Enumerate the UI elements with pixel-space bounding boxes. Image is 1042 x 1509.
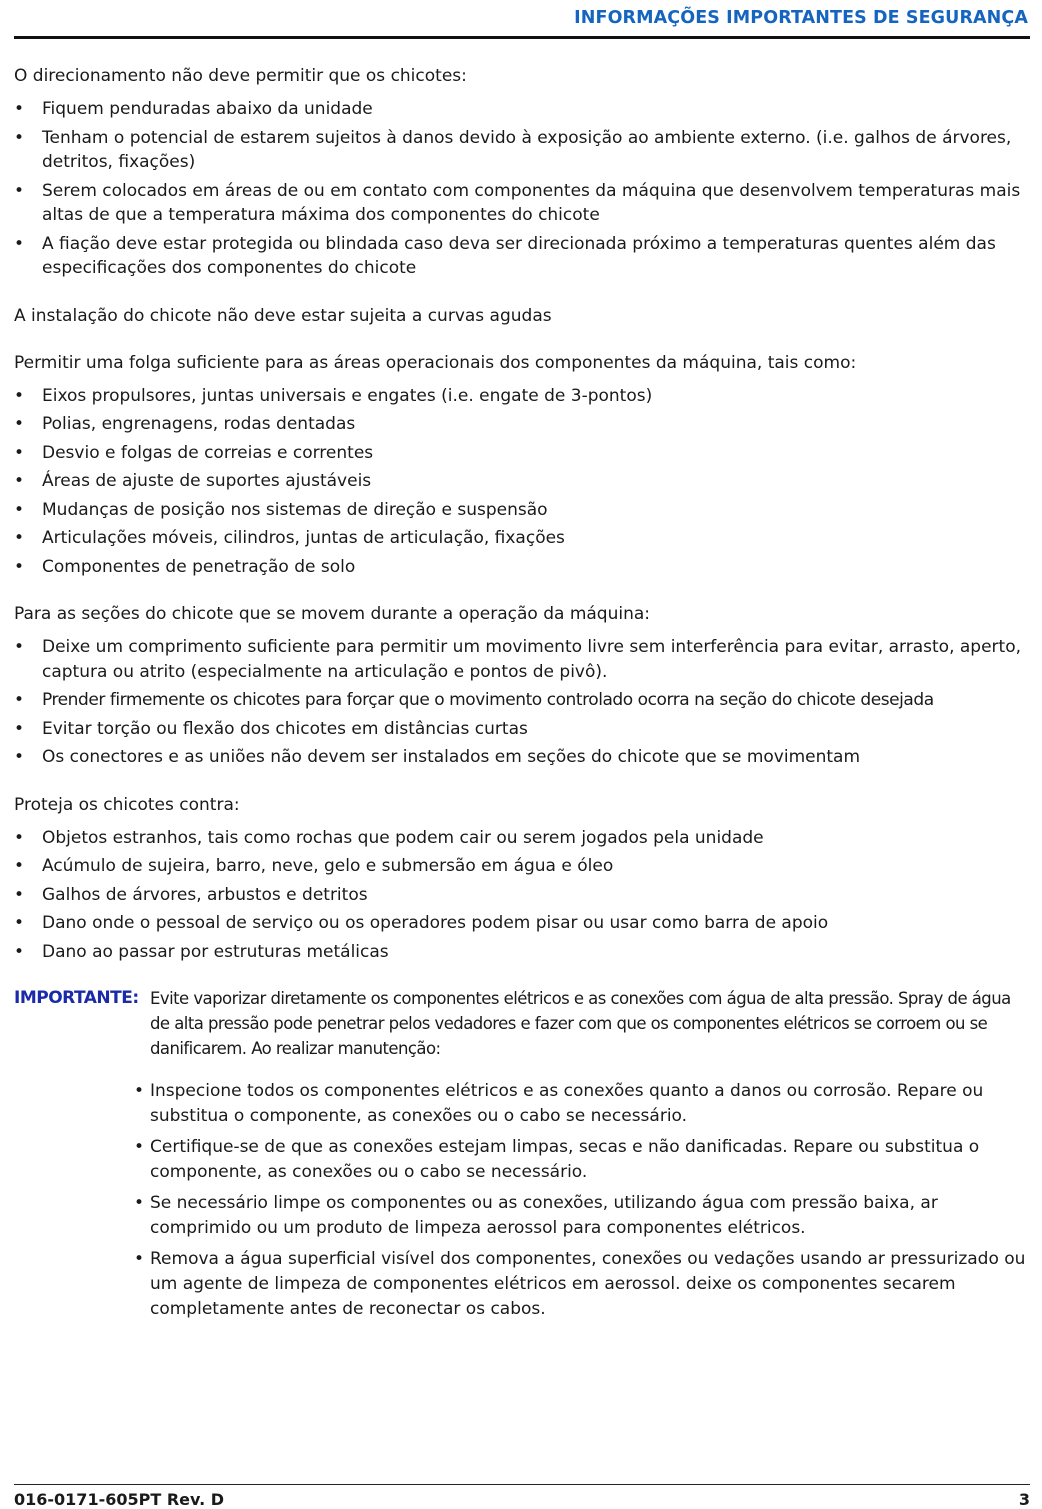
clearance-intro: Permitir uma folga suficiente para as áreas operacionais dos componentes da máquina, tais como: bbox=[14, 352, 857, 373]
protect-list bbox=[14, 826, 1030, 965]
list-item: • Se necessário limpe os componentes ou as conexões, utilizando água com pressão baixa, ar comprimido ou um produto de limpeza aerossol para componentes elétricos. bbox=[134, 1191, 1030, 1241]
header-divider bbox=[14, 36, 1030, 39]
list-item: • Certifique-se de que as conexões estejam limpas, secas e não danificadas. Repare ou substitua o componente, as conexões ou o cabo se necessário. bbox=[134, 1135, 1030, 1185]
document-page bbox=[14, 0, 1030, 1509]
list-item: • Desvio e folgas de correias e correntes bbox=[14, 441, 1030, 466]
list-item: • Eixos propulsores, juntas universais e engates (i.e. engate de 3-pontos) bbox=[14, 384, 1030, 409]
list-item: • Áreas de ajuste de suportes ajustáveis bbox=[14, 469, 1030, 494]
list-item: • Dano onde o pessoal de serviço ou os operadores podem pisar ou usar como barra de apoio bbox=[14, 911, 1030, 936]
list-item: • Prender firmemente os chicotes para forçar que o movimento controlado ocorra na seção do chicote desejada bbox=[14, 688, 1030, 713]
list-item: • Serem colocados em áreas de ou em contato com componentes da máquina que desenvolvem temperaturas mais altas de que a temperatura máxima dos componentes do chicote bbox=[14, 179, 1030, 228]
list-item: • Acúmulo de sujeira, barro, neve, gelo e submersão em água e óleo bbox=[14, 854, 1030, 879]
list-item: • A fiação deve estar protegida ou blindada caso deva ser direcionada próximo a temperaturas quentes além das especificações dos componentes do chicote bbox=[14, 232, 1030, 281]
bends-paragraph: A instalação do chicote não deve estar sujeita a curvas agudas bbox=[14, 305, 552, 326]
page-header-title: INFORMAÇÕES IMPORTANTES DE SEGURANÇA bbox=[574, 8, 1028, 28]
footer-divider bbox=[14, 1484, 1030, 1485]
list-item: • Remova a água superficial visível dos componentes, conexões ou vedações usando ar pressurizado ou um agente de limpeza de componentes elétricos em aerossol. deixe os componentes secarem completamente antes de reconectar os cabos. bbox=[134, 1247, 1030, 1322]
important-label: IMPORTANTE: bbox=[14, 988, 139, 1008]
list-item: • Galhos de árvores, arbustos e detritos bbox=[14, 883, 1030, 908]
list-item: • Os conectores e as uniões não devem ser instalados em seções do chicote que se movimentam bbox=[14, 745, 1030, 770]
list-item: • Fiquem penduradas abaixo da unidade bbox=[14, 97, 1030, 122]
page-number: 3 bbox=[1018, 1490, 1030, 1509]
protect-intro: Proteja os chicotes contra: bbox=[14, 794, 240, 815]
moving-intro: Para as seções do chicote que se movem durante a operação da máquina: bbox=[14, 604, 651, 624]
list-item: • Componentes de penetração de solo bbox=[14, 555, 1030, 580]
list-item: • Mudanças de posição nos sistemas de direção e suspensão bbox=[14, 498, 1030, 523]
document-number: 016-0171-605PT Rev. D bbox=[14, 1490, 225, 1509]
main-content bbox=[14, 64, 1030, 1328]
list-item: • Objetos estranhos, tais como rochas que podem cair ou serem jogados pela unidade bbox=[14, 826, 1030, 851]
important-text: Evite vaporizar diretamente os componentes elétricos e as conexões com água de alta pressão. Spray de água de alta pressão pode penetrar pelos vedadores e fazer com que os componentes elétricos se corroem ou se danificarem. Ao realizar manutenção: bbox=[150, 989, 1011, 1058]
routing-intro: O direcionamento não deve permitir que os chicotes: bbox=[14, 66, 467, 86]
list-item: • Polias, engrenagens, rodas dentadas bbox=[14, 412, 1030, 437]
maintenance-list bbox=[134, 1079, 1030, 1322]
list-item: • Inspecione todos os componentes elétricos e as conexões quanto a danos ou corrosão. Repare ou substitua o componente, as conexões ou o cabo se necessário. bbox=[134, 1079, 1030, 1129]
list-item: • Deixe um comprimento suficiente para permitir um movimento livre sem interferência para evitar, arrasto, aperto, captura ou atrito (especialmente na articulação e pontos de pivô). bbox=[14, 635, 1030, 684]
clearance-list bbox=[14, 384, 1030, 580]
list-item: • Dano ao passar por estruturas metálicas bbox=[14, 940, 1030, 965]
routing-list bbox=[14, 97, 1030, 281]
important-notice bbox=[14, 986, 1030, 1322]
list-item: • Evitar torção ou flexão dos chicotes em distâncias curtas bbox=[14, 717, 1030, 742]
list-item: • Articulações móveis, cilindros, juntas de articulação, fixações bbox=[14, 526, 1030, 551]
moving-list bbox=[14, 635, 1030, 770]
list-item: • Tenham o potencial de estarem sujeitos à danos devido à exposição ao ambiente externo. (i.e. galhos de árvores, detritos, fixações) bbox=[14, 126, 1030, 175]
